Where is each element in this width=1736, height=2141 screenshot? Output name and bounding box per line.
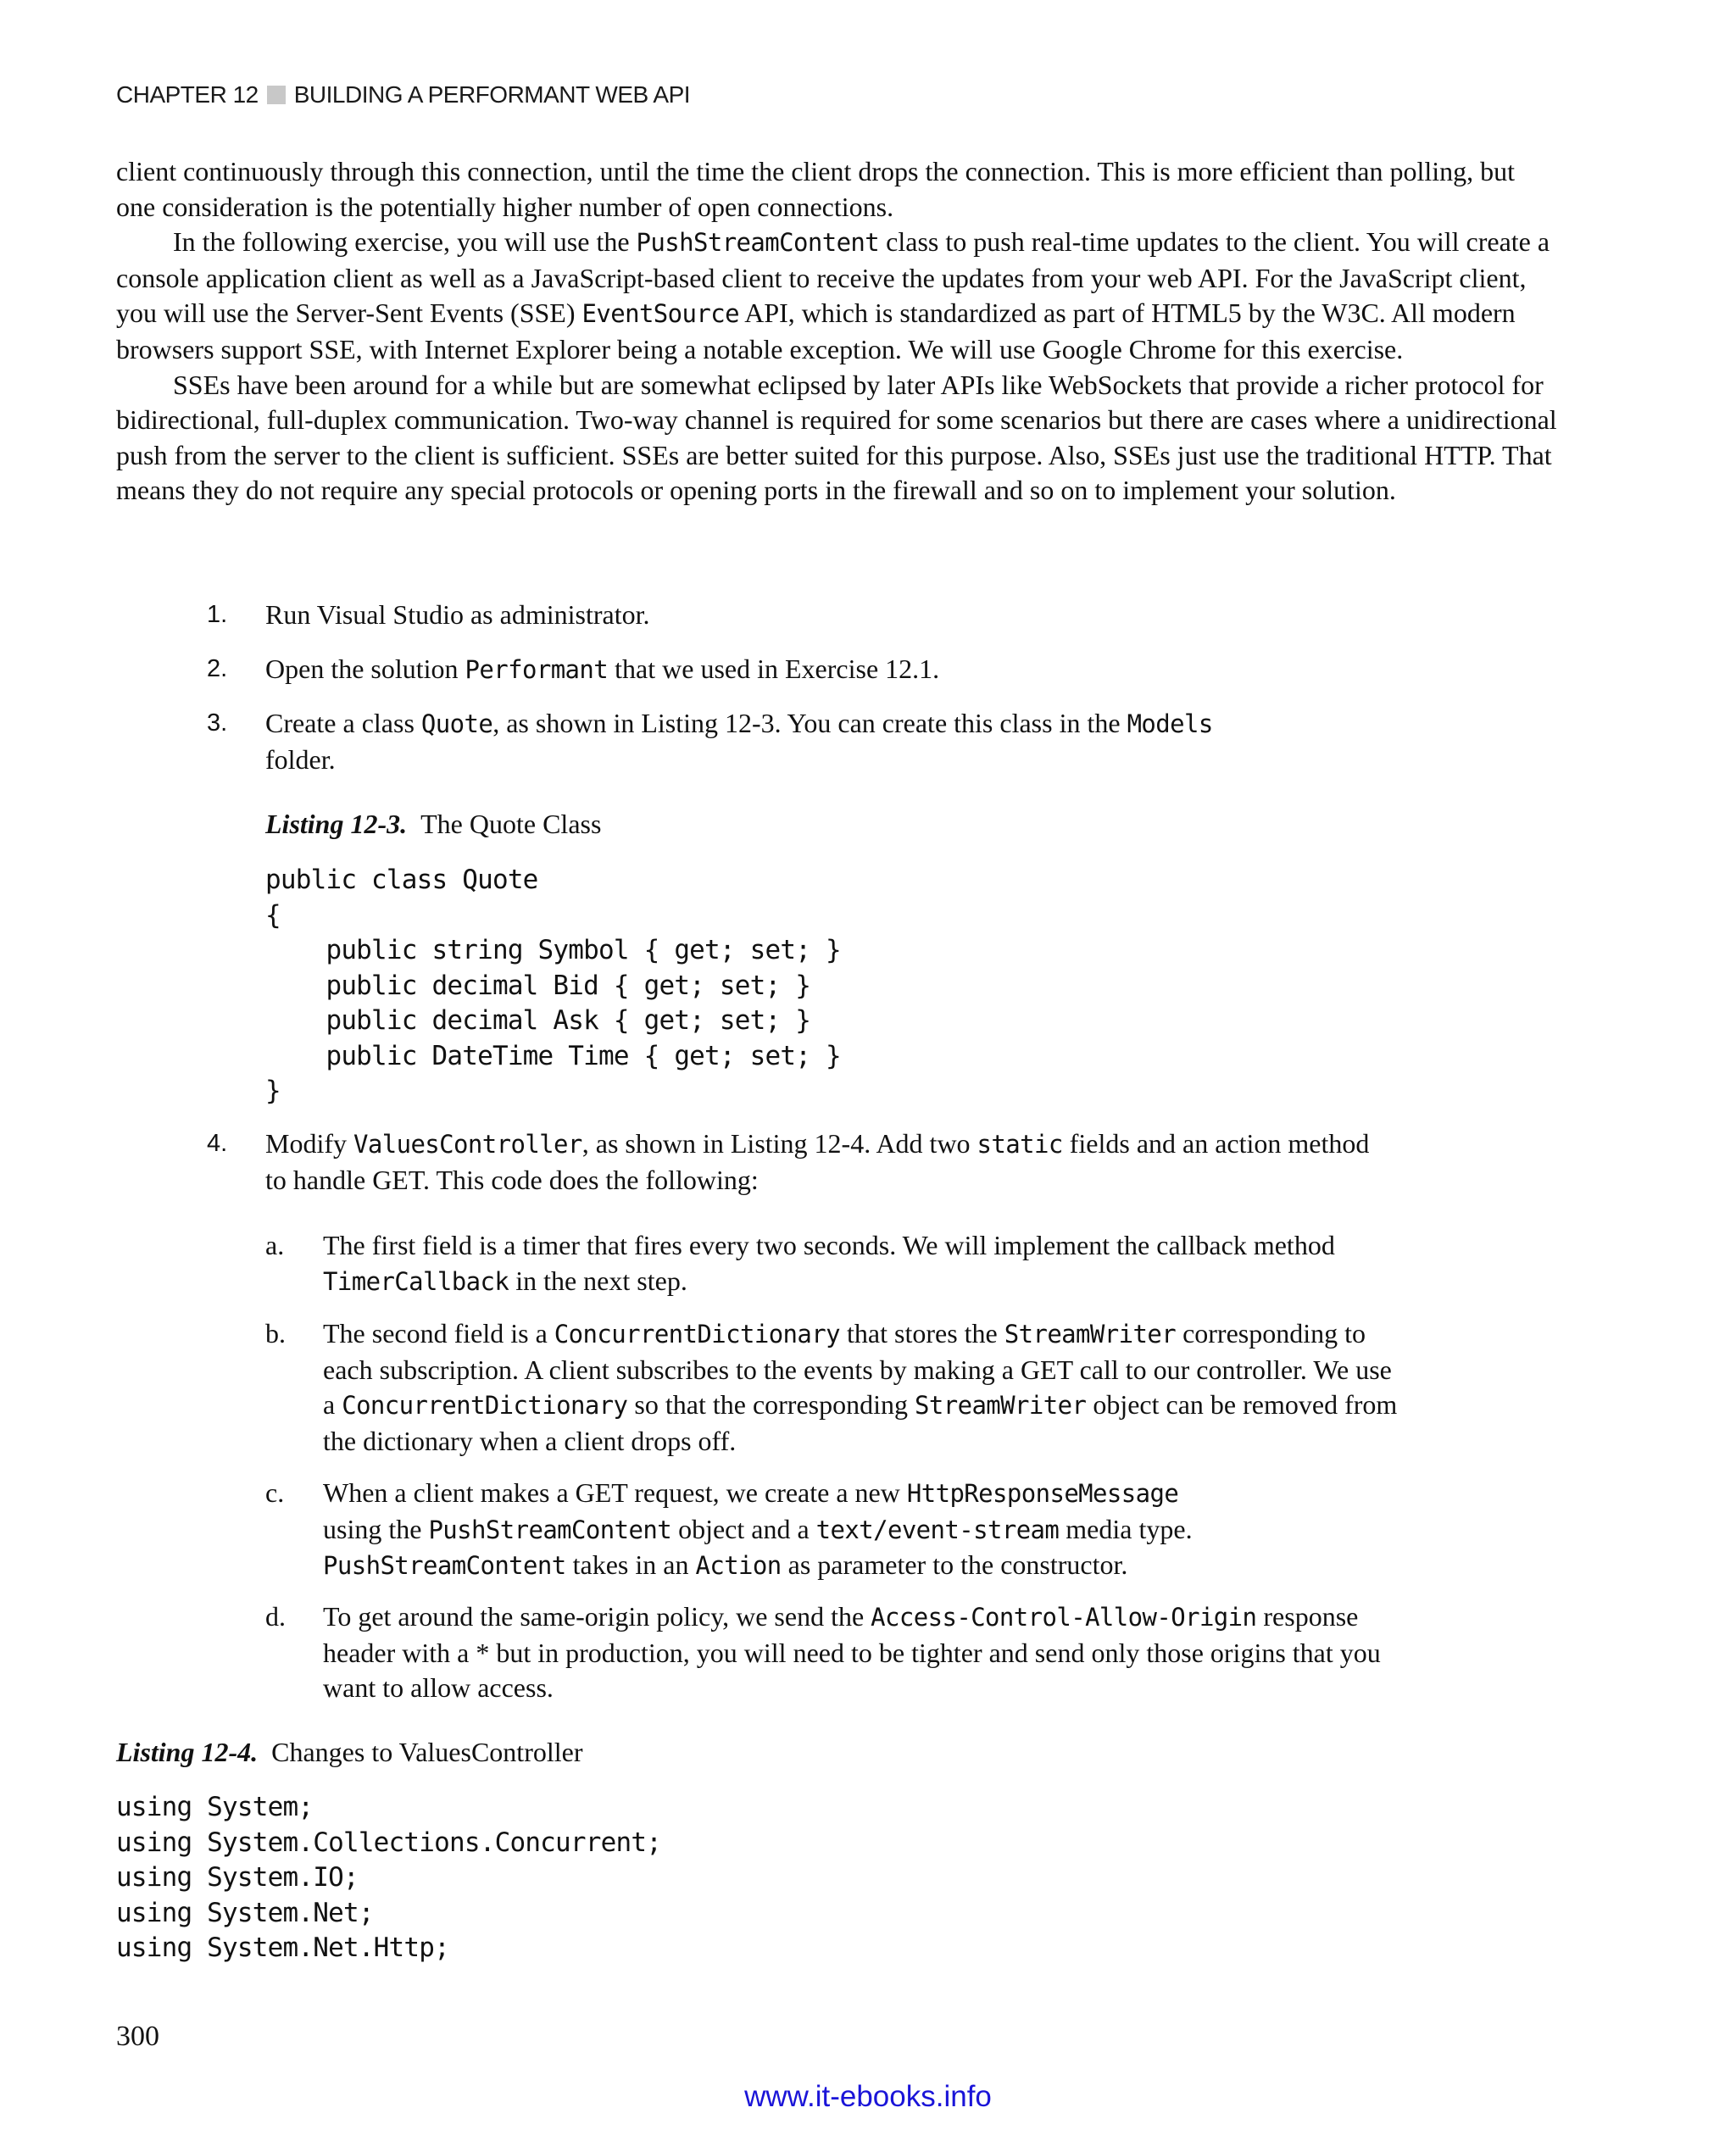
step-number: 3.: [207, 709, 228, 737]
paragraph-continuation: client continuously through this connection, until the time the client drops the connection. This is more efficient than polling, but one consideration is the potentially higher number of open connections.: [116, 156, 1516, 222]
step-text: Open the solution Performant that we used in Exercise 12.1.: [265, 653, 940, 684]
substep-b: [265, 1316, 1401, 1459]
chapter-label: CHAPTER 12: [116, 81, 259, 108]
listing-12-4-caption: [116, 1737, 582, 1768]
substep-text: When a client makes a GET request, we create a new HttpResponseMessage using the PushStreamContent object and a text/event-stream media type. PushStreamContent takes in an Action as parameter to the constructor.: [323, 1477, 1193, 1581]
paragraph-sse-background: SSEs have been around for a while but are somewhat eclipsed by later APIs like WebSockets that provide a richer protocol for bidirectional, full-duplex communication. Two-way channel is required for some scenarios but there are cases where a unidirectional push from the server to the client is sufficient. SSEs are better suited for this purpose. Also, SSEs just use the traditional HTTP. That means they do not require any special protocols or opening ports in the firewall and so on to implement your solution.: [116, 369, 1557, 506]
chapter-title: BUILDING A PERFORMANT WEB API: [293, 81, 691, 108]
listing-title: Changes to ValuesController: [271, 1737, 583, 1767]
substep-d: [265, 1599, 1401, 1706]
step-text: Run Visual Studio as administrator.: [265, 599, 650, 630]
substep-letter: b.: [265, 1318, 286, 1349]
page-number: 300: [116, 2021, 159, 2052]
header-separator-square: [267, 86, 286, 104]
step-number: 2.: [207, 655, 228, 682]
substep-letter: c.: [265, 1477, 285, 1508]
substep-c: [265, 1476, 1401, 1584]
step-number: 4.: [207, 1130, 228, 1157]
footer-watermark-link[interactable]: [0, 2080, 1736, 2114]
footer-link-text[interactable]: www.it-ebooks.info: [744, 2080, 992, 2113]
listing-title: The Quote Class: [420, 809, 602, 839]
substep-a: [265, 1228, 1401, 1299]
listing-12-4-code: using System; using System.Collections.Concurrent; using System.IO; using System.Net; using System.Net.Http;: [116, 1792, 662, 1963]
substep-letter: d.: [265, 1601, 286, 1632]
listing-12-3-caption: [265, 809, 601, 840]
step-3: [207, 706, 1241, 777]
substep-text: The second field is a ConcurrentDictionary that stores the StreamWriter corresponding to each subscription. A client subscribes to the events by making a GET call to our controller. We use a ConcurrentDictionary so that the corresponding StreamWriter object can be removed from the dictionary when a client drops off.: [323, 1318, 1398, 1456]
listing-12-3-code: public class Quote { public string Symbol { get; set; } public decimal Bid { get; set; } public decimal Ask { get; set; } public DateTime Time { get; set; } }: [265, 865, 841, 1106]
step-1: [207, 598, 1394, 633]
step-text: Create a class Quote, as shown in Listing 12-3. You can create this class in the Models folder.: [265, 708, 1213, 775]
substep-text: To get around the same-origin policy, we send the Access-Control-Allow-Origin response header with a * but in production, you will need to be tighter and send only those origins that you want to allow access.: [323, 1601, 1381, 1704]
paragraph-exercise-intro: In the following exercise, you will use the PushStreamContent class to push real-time updates to the client. You will create a console application client as well as a JavaScript-based client to receive the updates from your web API. For the JavaScript client, you will use the Server-Sent Events (SSE) EventSource API, which is standardized as part of HTML5 by the W3C. All modern browsers support SSE, with Internet Explorer being a notable exception. We will use Google Chrome for this exercise.: [116, 226, 1550, 364]
intro-text: [116, 154, 1557, 509]
listing-label: Listing 12-3.: [265, 809, 408, 839]
substep-text: The first field is a timer that fires every two seconds. We will implement the callback method TimerCallback in the next step.: [323, 1230, 1335, 1296]
step-4: [207, 1126, 1394, 1198]
substep-letter: a.: [265, 1230, 285, 1260]
step-number: 1.: [207, 601, 228, 628]
running-header: [116, 81, 690, 108]
listing-label: Listing 12-4.: [116, 1737, 259, 1767]
step-2: [207, 652, 1394, 688]
step-text: Modify ValuesController, as shown in Listing 12-4. Add two static fields and an action method to handle GET. This code does the following:: [265, 1128, 1370, 1195]
